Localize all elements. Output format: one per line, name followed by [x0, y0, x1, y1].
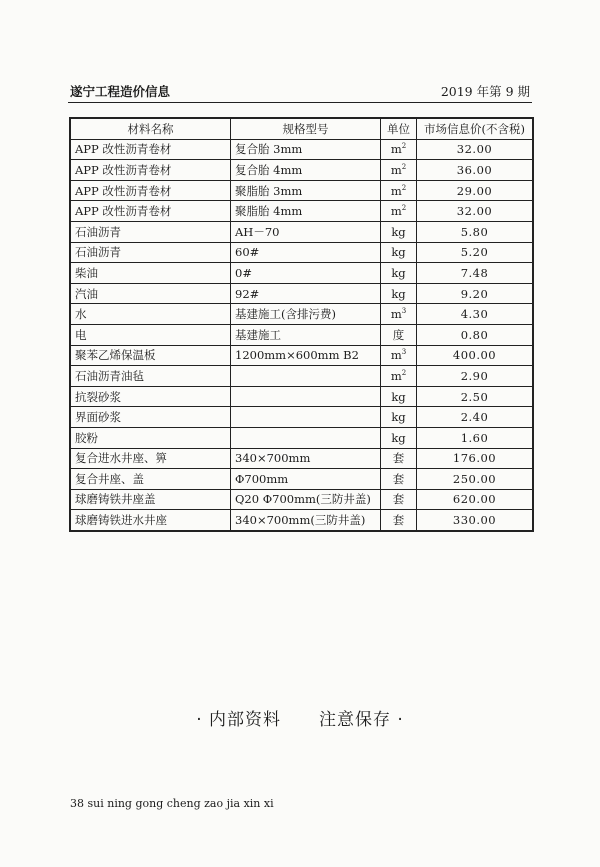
spec-cell: 0# [231, 263, 381, 284]
material-name-cell: 聚苯乙烯保温板 [71, 345, 231, 366]
unit-cell [381, 283, 417, 304]
unit-exponent: 2 [401, 204, 407, 213]
price-cell: 36.00 [417, 160, 533, 181]
unit-exponent: 2 [401, 142, 407, 151]
unit-cell [381, 263, 417, 284]
table-row [71, 139, 533, 160]
price-cell: 4.30 [417, 304, 533, 325]
spec-cell: 基建施工 [231, 324, 381, 345]
unit-cell [381, 345, 417, 366]
internal-notice-left: · 内部资料 [196, 710, 281, 730]
column-header-spec: 规格型号 [231, 119, 381, 140]
price-cell: 5.80 [417, 221, 533, 242]
unit-exponent: 3 [401, 307, 407, 316]
material-name-cell: 石油沥青 [71, 242, 231, 263]
spec-cell: 340×700mm(三防井盖) [231, 510, 381, 531]
price-cell: 2.40 [417, 407, 533, 428]
spec-cell: 基建施工(含排污费) [231, 304, 381, 325]
unit-cell [381, 221, 417, 242]
table-row [71, 263, 533, 284]
unit-text: 套 [392, 451, 405, 466]
unit-cell [381, 242, 417, 263]
table-row [71, 283, 533, 304]
material-name-cell: 界面砂浆 [71, 407, 231, 428]
table-row [71, 407, 533, 428]
price-table [70, 118, 533, 531]
material-name-cell: 复合进水井座、箅 [71, 448, 231, 469]
unit-exponent: 2 [401, 183, 407, 192]
unit-text: 度 [392, 327, 405, 342]
price-cell: 400.00 [417, 345, 533, 366]
price-cell: 0.80 [417, 324, 533, 345]
unit-cell [381, 139, 417, 160]
unit-text: kg [391, 389, 406, 404]
column-header-name: 材料名称 [71, 119, 231, 140]
table-row [71, 160, 533, 181]
unit-cell [381, 448, 417, 469]
page-header [70, 82, 530, 100]
unit-text: kg [391, 286, 406, 301]
unit-text: 套 [392, 471, 405, 486]
table-body [71, 139, 533, 530]
price-cell: 32.00 [417, 201, 533, 222]
unit-cell [381, 160, 417, 181]
unit-cell [381, 489, 417, 510]
unit-text: m [390, 204, 402, 219]
table-row [71, 427, 533, 448]
unit-cell [381, 386, 417, 407]
unit-text: 套 [392, 492, 405, 507]
table-row [71, 180, 533, 201]
material-name-cell: 胶粉 [71, 427, 231, 448]
unit-cell [381, 469, 417, 490]
price-cell: 29.00 [417, 180, 533, 201]
spec-cell: Φ700mm [231, 469, 381, 490]
internal-notice-right: 注意保存 · [319, 710, 404, 730]
material-name-cell: APP 改性沥青卷材 [71, 180, 231, 201]
table-row [71, 201, 533, 222]
spec-cell: 复合胎 4mm [231, 160, 381, 181]
material-name-cell: 石油沥青 [71, 221, 231, 242]
price-cell: 176.00 [417, 448, 533, 469]
material-name-cell: 复合井座、盖 [71, 469, 231, 490]
issue-number: 2019 年第 9 期 [440, 84, 530, 99]
unit-cell [381, 366, 417, 387]
material-name-cell: APP 改性沥青卷材 [71, 201, 231, 222]
material-name-cell: 汽油 [71, 283, 231, 304]
table-row [71, 386, 533, 407]
material-name-cell: 石油沥青油毡 [71, 366, 231, 387]
price-cell: 620.00 [417, 489, 533, 510]
price-cell: 32.00 [417, 139, 533, 160]
material-name-cell: 水 [71, 304, 231, 325]
spec-cell: 340×700mm [231, 448, 381, 469]
unit-cell [381, 510, 417, 531]
spec-cell: 复合胎 3mm [231, 139, 381, 160]
table-row [71, 510, 533, 531]
material-name-cell: 抗裂砂浆 [71, 386, 231, 407]
table-row [71, 242, 533, 263]
spec-cell [231, 407, 381, 428]
unit-text: kg [391, 245, 406, 260]
table-row [71, 366, 533, 387]
table-header-row [71, 119, 533, 140]
internal-notice [0, 705, 600, 730]
price-cell: 9.20 [417, 283, 533, 304]
price-cell: 330.00 [417, 510, 533, 531]
table-row [71, 324, 533, 345]
table-row [71, 345, 533, 366]
unit-text: kg [391, 265, 406, 280]
unit-text: m [390, 142, 402, 157]
material-name-cell: APP 改性沥青卷材 [71, 160, 231, 181]
header-rule [68, 102, 532, 103]
unit-text: m [390, 368, 402, 383]
spec-cell: 聚脂胎 3mm [231, 180, 381, 201]
unit-cell [381, 304, 417, 325]
price-cell: 2.90 [417, 366, 533, 387]
unit-text: m [390, 307, 402, 322]
page-footer: 38 sui ning gong cheng zao jia xin xi [70, 797, 274, 810]
unit-exponent: 3 [401, 348, 407, 357]
unit-text: m [390, 348, 402, 363]
price-cell: 7.48 [417, 263, 533, 284]
spec-cell: 1200mm×600mm B2 [231, 345, 381, 366]
unit-text: m [390, 162, 402, 177]
spec-cell [231, 427, 381, 448]
unit-text: m [390, 183, 402, 198]
unit-cell [381, 324, 417, 345]
unit-cell [381, 427, 417, 448]
table-row [71, 304, 533, 325]
spec-cell: 60# [231, 242, 381, 263]
material-name-cell: 电 [71, 324, 231, 345]
spec-cell: 聚脂胎 4mm [231, 201, 381, 222]
column-header-price: 市场信息价(不含税) [417, 119, 533, 140]
spec-cell: Q20 Φ700mm(三防井盖) [231, 489, 381, 510]
material-name-cell: 球磨铸铁井座盖 [71, 489, 231, 510]
unit-exponent: 2 [401, 369, 407, 378]
spec-cell: AH－70 [231, 221, 381, 242]
unit-text: 套 [392, 513, 405, 528]
table-row [71, 489, 533, 510]
unit-cell [381, 180, 417, 201]
material-name-cell: APP 改性沥青卷材 [71, 139, 231, 160]
table-row [71, 221, 533, 242]
material-name-cell: 球磨铸铁进水井座 [71, 510, 231, 531]
unit-exponent: 2 [401, 163, 407, 172]
spec-cell [231, 366, 381, 387]
table-row [71, 448, 533, 469]
price-cell: 250.00 [417, 469, 533, 490]
spec-cell: 92# [231, 283, 381, 304]
price-cell: 2.50 [417, 386, 533, 407]
unit-cell [381, 201, 417, 222]
unit-text: kg [391, 224, 406, 239]
unit-text: kg [391, 410, 406, 425]
publication-title: 遂宁工程造价信息 [70, 84, 171, 99]
material-name-cell: 柴油 [71, 263, 231, 284]
price-cell: 5.20 [417, 242, 533, 263]
column-header-unit: 单位 [381, 119, 417, 140]
unit-cell [381, 407, 417, 428]
price-cell: 1.60 [417, 427, 533, 448]
table-row [71, 469, 533, 490]
spec-cell [231, 386, 381, 407]
unit-text: kg [391, 430, 406, 445]
